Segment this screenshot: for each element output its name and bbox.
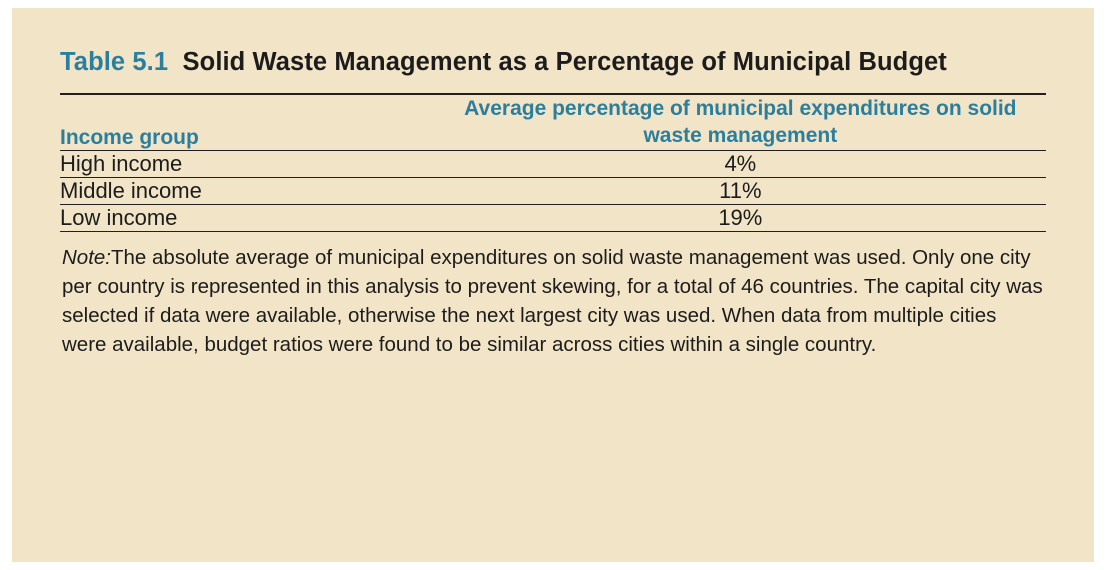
data-table xyxy=(60,95,1046,231)
table-row xyxy=(60,205,1046,232)
table-title-text: Solid Waste Management as a Percentage of Municipal Budget xyxy=(182,48,947,76)
cell-income-group: High income xyxy=(60,151,435,178)
table-title xyxy=(60,46,1046,79)
column-header-average-percentage: Average percentage of municipal expenditures on solid waste management xyxy=(464,96,1017,148)
note-text: The absolute average of municipal expenditures on solid waste management was used. Only one city per country is represented in this analysis to prevent skewing, for a total of 46 countries. The capital city was selected if data were available, otherwise the next largest city was used. When data from multiple cities were available, budget ratios were found to be similar across cities within a single country. xyxy=(62,246,1043,357)
cell-income-group: Middle income xyxy=(60,178,435,205)
note-label: Note: xyxy=(62,246,111,270)
table-row xyxy=(60,178,1046,205)
column-header-income-group: Income group xyxy=(60,126,199,150)
cell-percentage: 11% xyxy=(435,178,1046,205)
table-number: Table 5.1 xyxy=(60,48,169,76)
cell-income-group: Low income xyxy=(60,205,435,232)
table-note xyxy=(60,232,1046,359)
table-row xyxy=(60,151,1046,178)
cell-percentage: 19% xyxy=(435,205,1046,232)
table-header-row xyxy=(60,95,1046,151)
table-panel xyxy=(12,8,1094,562)
cell-percentage: 4% xyxy=(435,151,1046,178)
